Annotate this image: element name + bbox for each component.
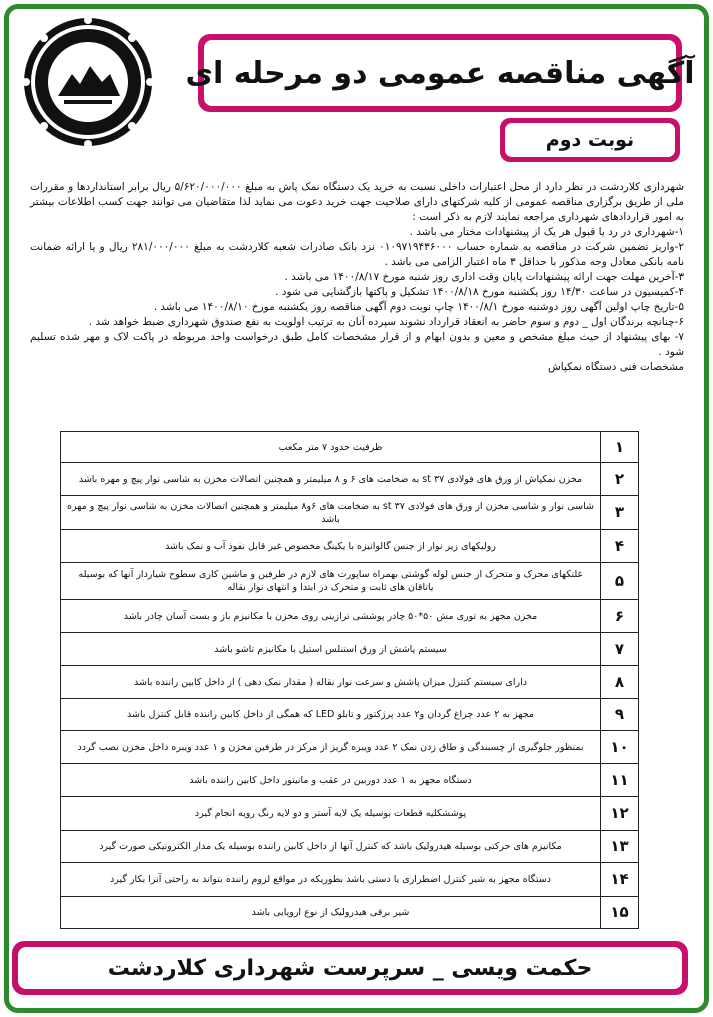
condition-3: ۳-آخرین مهلت جهت ارائه پیشنهادات پایان وقت اداری روز شنبه مورخ ۱۴۰۰/۸/۱۷ می باشد . <box>284 271 684 283</box>
spec-description: مجهز به ۲ عدد چراغ گردان و۲ عدد پرژکتور و تابلو LED که همگی از داخل کابین راننده قابل کنترل باشد <box>61 699 601 731</box>
condition-6: ۶-چنانچه برندگان اول _ دوم و سوم حاضر به انعقاد قرارداد نشوند سپرده آنان به ترتیب اولویت به نفع صندوق شهرداری ضبط خواهد شد . <box>88 316 684 328</box>
spec-number: ۳ <box>601 496 639 530</box>
spec-number: ۵ <box>601 563 639 600</box>
table-row <box>61 699 639 731</box>
signature: حکمت ویسی _ سرپرست شهرداری کلاردشت <box>107 955 593 981</box>
condition-7: ۷- بهای پیشنهاد از حیث مبلغ مشخص و معین و بدون ابهام و از قرار مشخصات کامل طبق درخواست واحد مربوطه در پاکت لاک و مهر شده تسلیم شود . <box>30 331 684 358</box>
table-row <box>61 463 639 496</box>
spec-description: مخزن مجهز به توری مش ۵۰*۵۰ چادر پوششی ترازینی روی مخزن با مکانیزم باز و بست آسان چادر باشد <box>61 600 601 633</box>
table-row <box>61 432 639 463</box>
spec-description: ظرفیت حدود ۷ متر مکعب <box>61 432 601 463</box>
spec-number: ۸ <box>601 666 639 699</box>
page-title: آگهی مناقصه عمومی دو مرحله ای <box>185 55 695 91</box>
spec-number: ۱۳ <box>601 831 639 863</box>
intro-paragraph: شهرداری کلاردشت در نظر دارد از محل اعتبارات داخلی نسبت به خرید یک دستگاه نمک پاش به مبلغ ۵/۶۲۰/۰۰۰/۰۰۰ ریال برابر استانداردها و مقررات ملی از طریق برگزاری مناقصه عمومی از کلیه شرکتهای دارای صلاحیت جهت خرید دعوت می نماید لذا متقاضیان می توانند جهت کسب اطلاعات بیشتر به امور قراردادهای شهرداری مراجعه نمایند لازم به ذکر است : <box>30 181 684 223</box>
spec-number: ۷ <box>601 633 639 666</box>
table-row <box>61 496 639 530</box>
spec-description: غلتکهای محرک و متحرک از جنس لوله گوشتی بهمراه ساپورت های لازم در طرفین و ماشین کاری سطوح شیاردار آنها که بوسیله یاتاقان های ثابت و متحرک در ابتدا و انتهای نوار نقاله <box>61 563 601 600</box>
round-banner <box>500 118 680 162</box>
condition-5: ۵-تاریخ چاپ اولین آگهی روز دوشنبه مورخ ۱۴۰۰/۸/۱ چاپ نوبت دوم آگهی مناقصه روز یکشنبه مورخ ۱۴۰۰/۸/۱۰ می باشد . <box>153 301 684 313</box>
spec-description: رولیکهای زیر نوار از جنس گالوانیزه با یکینگ مخصوص غیر قابل نفوذ آب و نمک باشد <box>61 530 601 563</box>
table-row <box>61 530 639 563</box>
footer-banner <box>12 941 688 995</box>
spec-number: ۴ <box>601 530 639 563</box>
spec-description: شیر برقی هیدرولیک از نوع اروپایی باشد <box>61 897 601 929</box>
spec-number: ۱ <box>601 432 639 463</box>
table-row <box>61 563 639 600</box>
logo-seal-icon <box>20 12 156 152</box>
spec-number: ۱۲ <box>601 797 639 831</box>
spec-number: ۱۴ <box>601 863 639 897</box>
spec-description: شاسی نوار و شاسی مخزن از ورق های فولادی ۳۷ st به ضخامت های ۶و۸ میلیمتر و همچنین اتصالات مخزن به شاسی نوار پیچ و مهره باشد <box>61 496 601 530</box>
table-row <box>61 797 639 831</box>
spec-description: پوششکلیه قطعات بوسیله یک لایه آستر و دو لایه رنگ رویه انجام گیرد <box>61 797 601 831</box>
spec-number: ۱۱ <box>601 764 639 797</box>
spec-description: سیستم پاشش از ورق استنلس استیل با مکانیزم تاشو باشد <box>61 633 601 666</box>
municipality-logo <box>20 12 156 152</box>
spec-description: مخزن نمکپاش از ورق های فولادی ۳۷ st به ضخامت های ۶ و ۸ میلیمتر و همچنین اتصالات مخزن به شاسی نوار پیچ و مهره باشد <box>61 463 601 496</box>
table-row <box>61 666 639 699</box>
condition-4: ۴-کمیسیون در ساعت ۱۴/۳۰ روز یکشنبه مورخ ۱۴۰۰/۸/۱۸ تشکیل و پاکتها بازگشایی می شود . <box>275 286 684 298</box>
table-row <box>61 897 639 929</box>
spec-description: دستگاه مجهز به شیر کنترل اضطراری یا دستی باشد بطوریکه در مواقع لزوم راننده بتواند به راحتی آنرا بکار گیرد <box>61 863 601 897</box>
table-row <box>61 731 639 764</box>
tender-body <box>30 180 684 375</box>
condition-1: ۱-شهرداری در رد یا قبول هر یک از پیشنهادات مختار می باشد . <box>409 226 684 238</box>
spec-heading: مشخصات فنی دستگاه نمکپاش <box>547 361 684 373</box>
table-row <box>61 764 639 797</box>
condition-2: ۲-واریز تضمین شرکت در مناقصه به شماره حساب ۰۱۰۹۷۱۹۴۳۶۰۰۰ نزد بانک صادرات شعبه کلاردشت به مبلغ ۲۸۱/۰۰۰/۰۰۰ ریال و یا ارائه ضمانت نامه بانکی معادل وجه مذکور با حداقل ۳ ماه اعتبار الزامی می باشد . <box>30 241 684 268</box>
spec-table <box>60 431 639 929</box>
table-row <box>61 831 639 863</box>
spec-number: ۱۵ <box>601 897 639 929</box>
spec-description: مکانیزم های حرکتی بوسیله هیدرولیک باشد که کنترل آنها از داخل کابین راننده بوسیله یک مدار الکترونیکی صورت گیرد <box>61 831 601 863</box>
spec-number: ۶ <box>601 600 639 633</box>
spec-description: دستگاه مجهز به ۱ عدد دوربین در عقب و مانیتور داخل کابین راننده باشد <box>61 764 601 797</box>
spec-description: دارای سیستم کنترل میزان پاشش و سرعت نوار نقاله ( مقدار نمک دهی ) از داخل کابین راننده باشد <box>61 666 601 699</box>
spec-number: ۹ <box>601 699 639 731</box>
table-row <box>61 863 639 897</box>
spec-number: ۲ <box>601 463 639 496</box>
round-label: نوبت دوم <box>545 129 635 151</box>
spec-number: ۱۰ <box>601 731 639 764</box>
table-row <box>61 600 639 633</box>
spec-description: بمنظور جلوگیری از چسبندگی و طاق زدن نمک ۲ عدد ویبره گریز از مرکز در طرفین مخزن و ۱ عدد ویبره داخل مخزن نصب گردد <box>61 731 601 764</box>
title-banner <box>185 34 695 112</box>
table-row <box>61 633 639 666</box>
